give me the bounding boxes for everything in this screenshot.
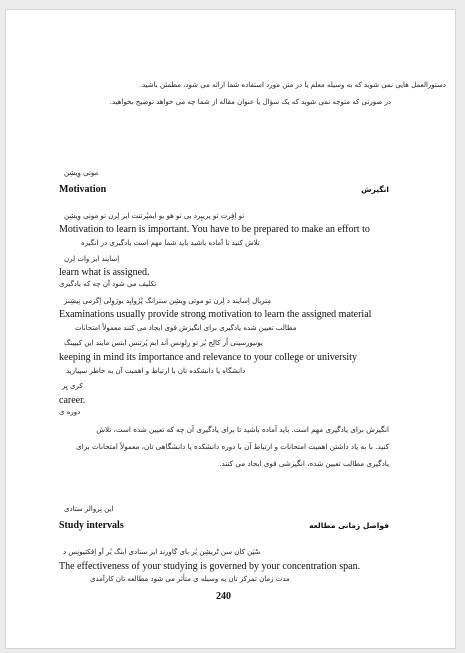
translation-line-2: کنید. با به یاد داشتن اهمیت امتحانات و ارتباط آن با دوره دانشکده یا دانشگاهی تان، معمولاً امتحانات برای: [76, 442, 389, 451]
persian-line-2: تکلیف می شود آن چه که یادگیری: [59, 280, 157, 288]
motivation-heading-en: Motivation: [59, 184, 107, 195]
intro-line-1: دستورالعمل هایی نمی شوید که به وسیله معلم یا در متن مورد استفاده شما ارائه می شود، مطمئن باشید.: [139, 81, 446, 89]
study-intervals-heading-en: Study intervals: [59, 520, 124, 531]
pron-line-6: سْپَن کان سن تْریشِن یُر بای گاورند ایز ستادی اینگ یُر آو اِفکتیونِس د: [63, 548, 261, 556]
persian-line-1: تلاش کنید تا آماده باشید باید شما مهم است یادگیری در انگیزه: [81, 239, 260, 247]
pron-line-2: اِسایند ایز وات لِرن: [64, 255, 120, 263]
study-intervals-heading-fa: فواصل زمانی مطالعه: [309, 521, 389, 530]
pron-line-3: مِتریال اِسایند د لِرن تو موتی وِیشِن سترانگ پْرُوایِد یوژوِلی اِگزمی نِیشِنز: [64, 297, 271, 305]
translation-line-3: یادگیری مطالب تعیین شده، انگیزشی قوی ایجاد می کنند.: [219, 459, 389, 468]
pron-line-4: یونیورسیتی اُر کالِج یُر تو رِلوِنس اَند ایم پُرتنس ایتس مایند این کیپینگ: [64, 339, 263, 347]
english-line-6: The effectiveness of your studying is governed by your concentration span.: [59, 561, 361, 572]
persian-line-5: دوره ی: [59, 408, 81, 416]
motivation-heading-fa: انگیزش: [361, 185, 389, 194]
study-intervals-pronunciation: این تِروالز ستادی: [64, 505, 114, 513]
translation-line-1: انگیزش برای یادگیری مهم است. باید آماده باشید تا برای یادگیری آن چه که تعیین شده است، تلاش: [96, 425, 389, 434]
motivation-pronunciation: موتی وِیشِن: [64, 169, 99, 177]
pron-line-5: کری یِر: [62, 382, 83, 390]
document-page: [5, 9, 456, 649]
persian-line-4: دانشگاه یا دانشکده تان با ارتباط و اهمیت آن به خاطر سپیارید: [66, 367, 246, 375]
english-line-3: Examinations usually provide strong motivation to learn the assigned material: [59, 309, 372, 320]
intro-line-2: در صورتی که متوجه نمی شوید که یک سؤال یا عنوان مقاله از شما چه می خواهد توضیح بخواهید.: [109, 98, 391, 106]
page-number: 240: [216, 591, 231, 602]
english-line-1: Motivation to learn is important. You have to be prepared to make an effort to: [59, 224, 370, 235]
english-line-2: learn what is assigned.: [59, 267, 150, 278]
persian-line-6: مدت زمان تمرکز تان به وسیله ی متأثر می شود مطالعه تان کارآمدی: [90, 575, 290, 583]
english-line-5: career.: [59, 395, 86, 406]
english-line-4: keeping in mind its importance and relevance to your college or university: [59, 352, 357, 363]
pron-line-1: تو اِفِرت تو پریپِرد بی تو هو یو ایمپُرتنت ایز لِرن تو موتی وِیشِن: [64, 212, 245, 220]
persian-line-3: مطالب تعیین شده یادگیری برای انگیزش قوی ایجاد می کنند معمولاً امتحانات: [75, 324, 297, 332]
